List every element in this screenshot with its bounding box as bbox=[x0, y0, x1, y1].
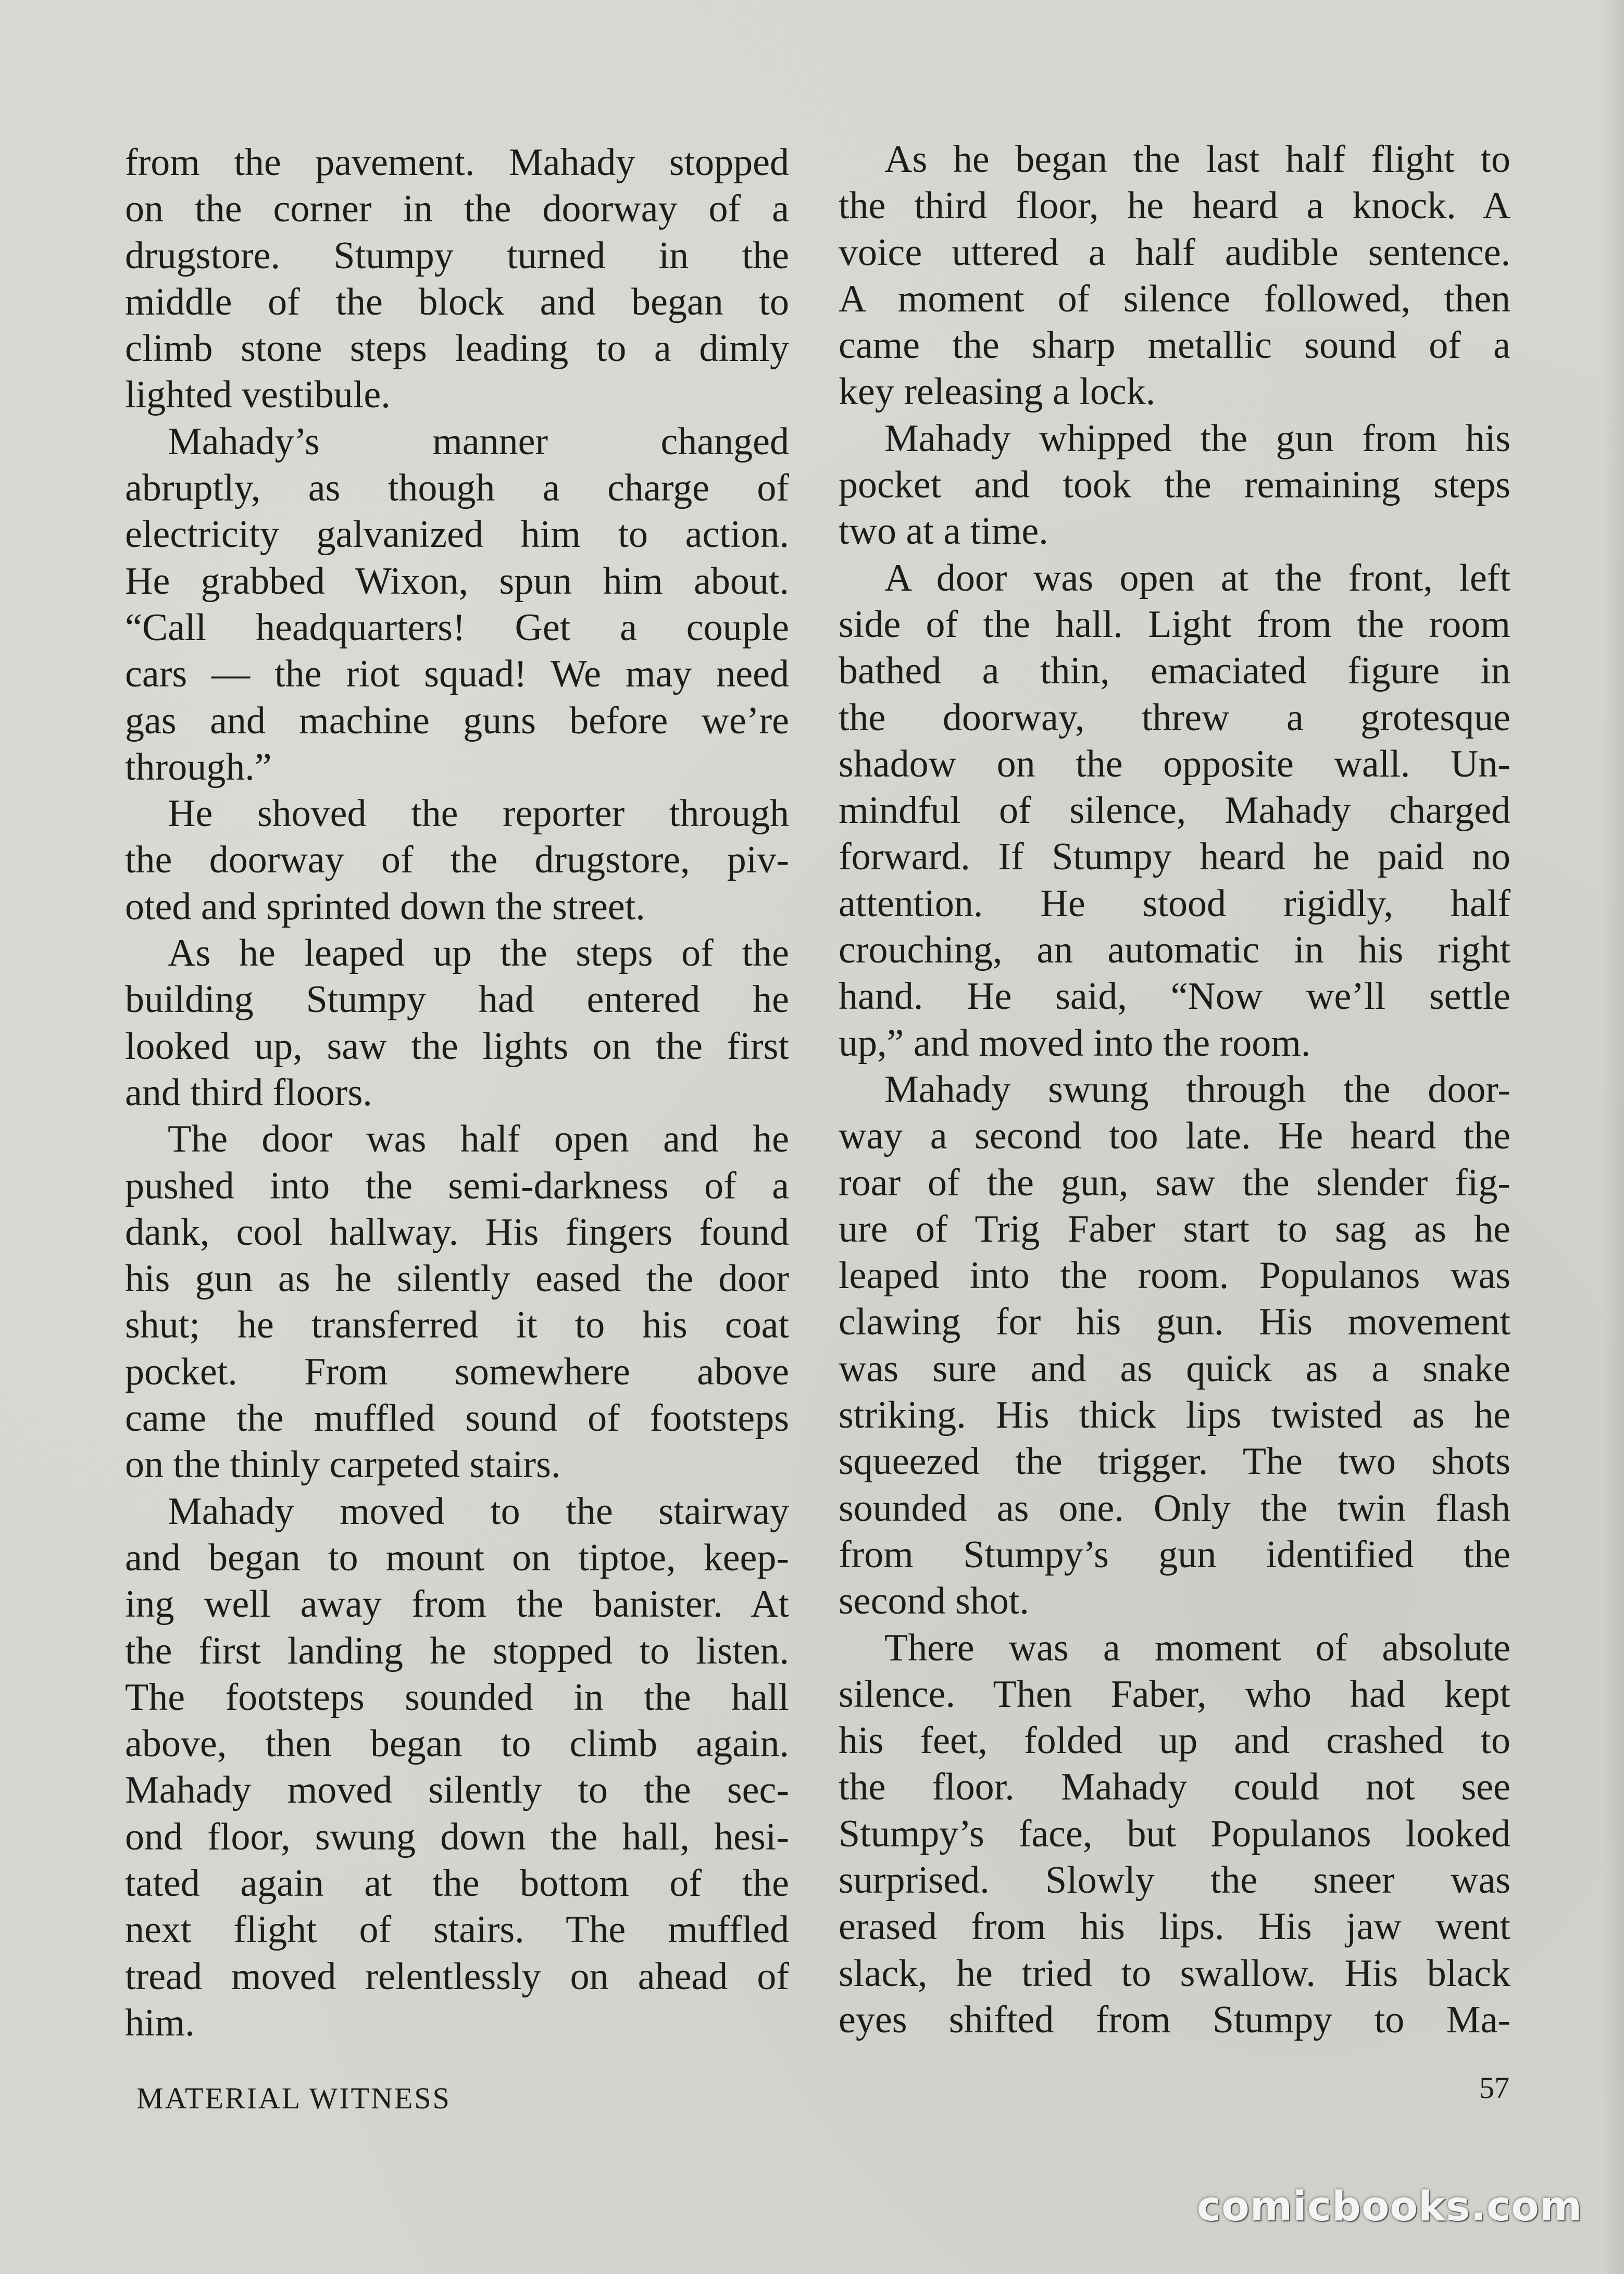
text-line: attention. He stood rigidly, half bbox=[839, 882, 1510, 925]
text-line: shut; he transferred it to his coat bbox=[125, 1304, 789, 1347]
page-edge-shadow bbox=[1603, 0, 1624, 2274]
text-line: from Stumpy’s gun identified the bbox=[839, 1533, 1510, 1576]
text-line: two at a time. bbox=[839, 510, 1048, 553]
text-line: drugstore. Stumpy turned in the bbox=[125, 234, 789, 277]
text-line: came the muffled sound of footsteps bbox=[125, 1397, 789, 1440]
text-line: his feet, folded up and crashed to bbox=[839, 1719, 1510, 1763]
text-line: erased from his lips. His jaw went bbox=[839, 1905, 1510, 1948]
text-line: surprised. Slowly the sneer was bbox=[839, 1858, 1510, 1902]
text-line: on the thinly carpeted stairs. bbox=[125, 1443, 561, 1486]
text-line: silence. Then Faber, who had kept bbox=[839, 1672, 1510, 1716]
page-number: 57 bbox=[1479, 2071, 1509, 2105]
text-line: and began to mount on tiptoe, keep- bbox=[125, 1536, 789, 1579]
text-line: The footsteps sounded in the hall bbox=[125, 1676, 789, 1719]
text-line: sounded as one. Only the twin flash bbox=[839, 1486, 1510, 1530]
text-line: A moment of silence followed, then bbox=[839, 277, 1510, 320]
text-line: “Call headquarters! Get a couple bbox=[125, 606, 789, 649]
text-line: ing well away from the banister. At bbox=[125, 1583, 789, 1626]
text-line: came the sharp metallic sound of a bbox=[839, 324, 1510, 367]
text-column-right bbox=[839, 136, 1510, 2043]
text-line: mindful of silence, Mahady charged bbox=[839, 789, 1510, 832]
text-line: The door was half open and he bbox=[168, 1118, 789, 1161]
text-line: oted and sprinted down the street. bbox=[125, 885, 645, 928]
text-line: through.” bbox=[125, 745, 272, 789]
text-line: slack, he tried to swallow. His black bbox=[839, 1952, 1510, 1995]
text-line: He shoved the reporter through bbox=[168, 792, 789, 835]
text-line: the doorway of the drugstore, piv- bbox=[125, 839, 789, 882]
text-line: the third floor, he heard a knock. A bbox=[839, 184, 1510, 228]
text-line: electricity galvanized him to action. bbox=[125, 513, 789, 556]
text-line: the floor. Mahady could not see bbox=[839, 1766, 1510, 1809]
text-line: key releasing a lock. bbox=[839, 370, 1156, 414]
text-line: Mahady swung through the door- bbox=[884, 1068, 1510, 1111]
text-line: the first landing he stopped to listen. bbox=[125, 1629, 789, 1672]
text-line: roar of the gun, saw the slender fig- bbox=[839, 1161, 1510, 1204]
text-line: striking. His thick lips twisted as he bbox=[839, 1394, 1510, 1437]
text-line: dank, cool hallway. His fingers found bbox=[125, 1210, 789, 1254]
text-line: voice uttered a half audible sentence. bbox=[839, 231, 1510, 274]
text-line: lighted vestibule. bbox=[125, 373, 391, 417]
text-line: climb stone steps leading to a dimly bbox=[125, 327, 789, 370]
text-line: bathed a thin, emaciated figure in bbox=[839, 649, 1510, 693]
text-line: ond floor, swung down the hall, hesi- bbox=[125, 1815, 789, 1858]
text-line: looked up, saw the lights on the first bbox=[125, 1024, 789, 1068]
text-line: up,” and moved into the room. bbox=[839, 1021, 1311, 1065]
text-line: leaped into the room. Populanos was bbox=[839, 1254, 1510, 1297]
text-line: He grabbed Wixon, spun him about. bbox=[125, 559, 789, 603]
text-line: eyes shifted from Stumpy to Ma- bbox=[839, 1998, 1510, 2041]
text-line: above, then began to climb again. bbox=[125, 1722, 789, 1766]
text-line: abruptly, as though a charge of bbox=[125, 467, 789, 510]
text-line: As he began the last half flight to bbox=[884, 138, 1510, 181]
text-line: the doorway, threw a grotesque bbox=[839, 696, 1510, 739]
text-line: forward. If Stumpy heard he paid no bbox=[839, 835, 1510, 879]
text-line: hand. He said, “Now we’ll settle bbox=[839, 975, 1510, 1018]
text-line: from the pavement. Mahady stopped bbox=[125, 141, 789, 184]
text-line: building Stumpy had entered he bbox=[125, 978, 789, 1021]
text-line: was sure and as quick as a snake bbox=[839, 1347, 1510, 1390]
site-watermark: comicbooks.com bbox=[1197, 2183, 1583, 2230]
text-line: on the corner in the doorway of a bbox=[125, 188, 789, 231]
text-line: next flight of stairs. The muffled bbox=[125, 1908, 789, 1952]
text-line: gas and machine guns before we’re bbox=[125, 699, 789, 742]
text-line: Stumpy’s face, but Populanos looked bbox=[839, 1812, 1510, 1855]
text-line: tread moved relentlessly on ahead of bbox=[125, 1955, 789, 1998]
text-line: Mahady whipped the gun from his bbox=[884, 417, 1510, 460]
text-line: As he leaped up the steps of the bbox=[168, 932, 789, 975]
text-line: squeezed the trigger. The two shots bbox=[839, 1440, 1510, 1483]
text-line: pushed into the semi-darkness of a bbox=[125, 1164, 789, 1207]
text-line: A door was open at the front, left bbox=[884, 556, 1510, 599]
text-line: ure of Trig Faber start to sag as he bbox=[839, 1207, 1510, 1251]
text-line: way a second too late. He heard the bbox=[839, 1115, 1510, 1158]
running-title: MATERIAL WITNESS bbox=[136, 2081, 451, 2115]
text-line: Mahady moved to the stairway bbox=[168, 1490, 789, 1533]
text-line: him. bbox=[125, 2001, 195, 2044]
text-line: his gun as he silently eased the door bbox=[125, 1257, 789, 1301]
text-line: Mahady moved silently to the sec- bbox=[125, 1769, 789, 1812]
text-line: There was a moment of absolute bbox=[884, 1626, 1510, 1669]
text-line: middle of the block and began to bbox=[125, 280, 789, 323]
text-line: and third floors. bbox=[125, 1071, 372, 1114]
text-line: Mahady’s manner changed bbox=[168, 420, 789, 463]
text-line: shadow on the opposite wall. Un- bbox=[839, 742, 1510, 785]
text-line: side of the hall. Light from the room bbox=[839, 603, 1510, 646]
text-line: second shot. bbox=[839, 1580, 1029, 1623]
text-line: pocket and took the remaining steps bbox=[839, 464, 1510, 507]
text-column-left bbox=[125, 140, 789, 2046]
text-line: clawing for his gun. His movement bbox=[839, 1301, 1510, 1344]
text-line: tated again at the bottom of the bbox=[125, 1861, 789, 1905]
text-line: crouching, an automatic in his right bbox=[839, 929, 1510, 972]
text-line: cars — the riot squad! We may need bbox=[125, 653, 789, 696]
text-line: pocket. From somewhere above bbox=[125, 1350, 789, 1393]
